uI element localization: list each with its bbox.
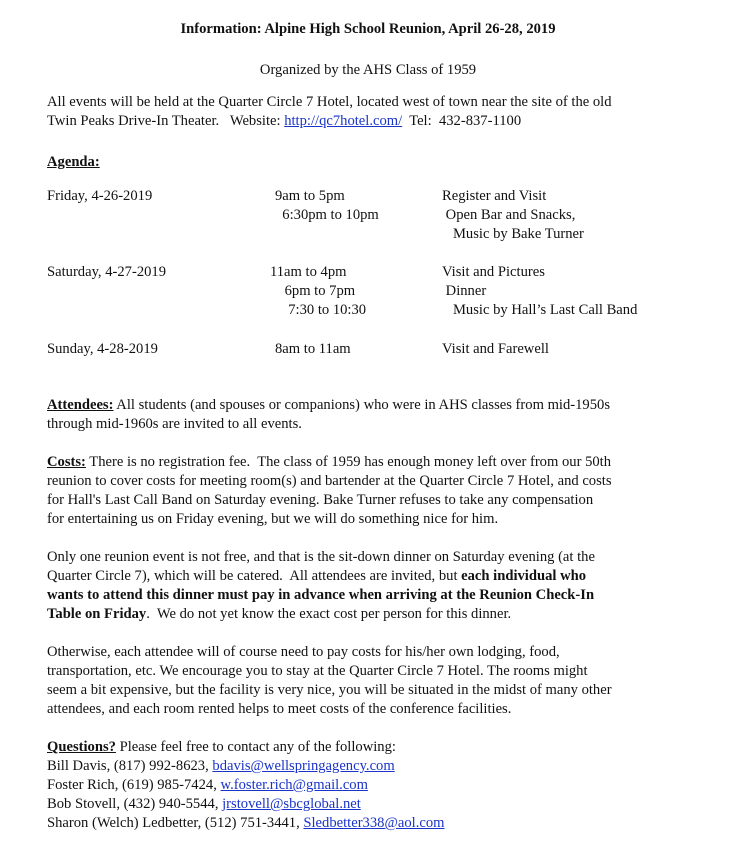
contact-row xyxy=(47,795,727,814)
dinner-emphasis: Table on Friday xyxy=(47,606,147,622)
agenda-day: Saturday, 4-27-2019 xyxy=(47,264,167,280)
costs-line xyxy=(47,453,727,472)
costs-paragraph xyxy=(47,453,727,529)
agenda-heading: Agenda: xyxy=(47,154,100,170)
contact-row xyxy=(47,757,727,776)
agenda-event: Visit and Farewell xyxy=(442,341,549,357)
email-link[interactable]: Sledbetter338@aol.com xyxy=(303,815,445,831)
agenda-day: Sunday, 4-28-2019 xyxy=(47,341,158,357)
otherwise-line: Otherwise, each attendee will of course need to pay costs for his/her own lodging, food, xyxy=(47,644,560,660)
otherwise-paragraph xyxy=(47,643,727,719)
dinner-paragraph xyxy=(47,548,727,624)
dinner-line xyxy=(47,605,727,624)
costs-line: for Hall's Last Call Band on Saturday evening. Bake Turner refuses to take any compensation xyxy=(47,492,594,508)
agenda-event: Music by Hall’s Last Call Band xyxy=(442,302,638,318)
questions-section xyxy=(47,738,727,833)
intro-paragraph xyxy=(47,93,727,131)
costs-text: There is no registration fee. The class of 1959 has enough money left over from our 50th xyxy=(85,454,612,470)
email-link[interactable]: jrstovell@sbcglobal.net xyxy=(222,796,361,812)
agenda-event: Dinner xyxy=(442,283,487,299)
dinner-text: Quarter Circle 7), which will be catered. All attendees are invited, but xyxy=(47,568,462,584)
intro-line: All events will be held at the Quarter Circle 7 Hotel, located west of town near the site of the old xyxy=(47,94,612,110)
agenda-event: Visit and Pictures xyxy=(442,264,545,280)
phone-text: Tel: 432-837-1100 xyxy=(402,113,522,129)
attendees-line xyxy=(47,396,727,415)
intro-line xyxy=(47,112,727,131)
website-link[interactable]: http://qc7hotel.com/ xyxy=(284,113,403,129)
page-subtitle: Organized by the AHS Class of 1959 xyxy=(259,62,477,78)
questions-line xyxy=(47,738,727,757)
attendees-line: through mid-1960s are invited to all events. xyxy=(47,416,302,432)
intro-text: Twin Peaks Drive-In Theater. Website: xyxy=(47,113,285,129)
attendees-paragraph xyxy=(47,396,727,434)
page-title: Information: Alpine High School Reunion, April 26-28, 2019 xyxy=(180,21,556,37)
agenda-event: Register and Visit xyxy=(442,188,547,204)
email-link[interactable]: bdavis@wellspringagency.com xyxy=(212,758,395,774)
contact-row xyxy=(47,814,727,833)
agenda-time: 11am to 4pm xyxy=(270,264,347,280)
questions-heading: Questions? xyxy=(47,739,116,755)
dinner-text: . We do not yet know the exact cost per person for this dinner. xyxy=(146,606,512,622)
otherwise-line: attendees, and each room rented helps to meet costs of the conference facilities. xyxy=(47,701,512,717)
costs-line: reunion to cover costs for meeting room(s) and bartender at the Quarter Circle 7 Hotel, and costs xyxy=(47,473,612,489)
agenda-time: 9am to 5pm xyxy=(275,188,345,204)
questions-text: Please feel free to contact any of the following: xyxy=(115,739,396,755)
contact-info: Foster Rich, (619) 985-7424, xyxy=(47,777,221,793)
agenda-day: Friday, 4-26-2019 xyxy=(47,188,153,204)
dinner-line xyxy=(47,586,727,605)
costs-line: for entertaining us on Friday evening, but we will do something nice for him. xyxy=(47,511,499,527)
contact-info: Sharon (Welch) Ledbetter, (512) 751-3441, xyxy=(47,815,304,831)
contact-info: Bob Stovell, (432) 940-5544, xyxy=(47,796,223,812)
otherwise-line: transportation, etc. We encourage you to stay at the Quarter Circle 7 Hotel. The rooms might xyxy=(47,663,588,679)
agenda-event: Music by Bake Turner xyxy=(442,226,584,242)
dinner-emphasis: wants to attend this dinner must pay in advance when arriving at the Reunion Check-In xyxy=(47,587,595,603)
agenda-event: Open Bar and Snacks, xyxy=(442,207,576,223)
costs-heading: Costs: xyxy=(47,454,86,470)
agenda-time: 7:30 to 10:30 xyxy=(270,302,367,318)
otherwise-line: seem a bit expensive, but the facility is very nice, you will be situated in the midst of many other xyxy=(47,682,612,698)
agenda-time: 6pm to 7pm xyxy=(270,283,356,299)
agenda-time: 6:30pm to 10pm xyxy=(275,207,379,223)
email-link[interactable]: w.foster.rich@gmail.com xyxy=(220,777,368,793)
dinner-line xyxy=(47,567,727,586)
attendees-text: All students (and spouses or companions) who were in AHS classes from mid-1950s xyxy=(113,397,611,413)
dinner-emphasis: each individual who xyxy=(461,568,587,584)
dinner-line: Only one reunion event is not free, and that is the sit-down dinner on Saturday evening (at the xyxy=(47,549,595,565)
contact-info: Bill Davis, (817) 992-8623, xyxy=(47,758,213,774)
attendees-heading: Attendees: xyxy=(47,397,114,413)
agenda-time: 8am to 11am xyxy=(275,341,351,357)
contact-row xyxy=(47,776,727,795)
